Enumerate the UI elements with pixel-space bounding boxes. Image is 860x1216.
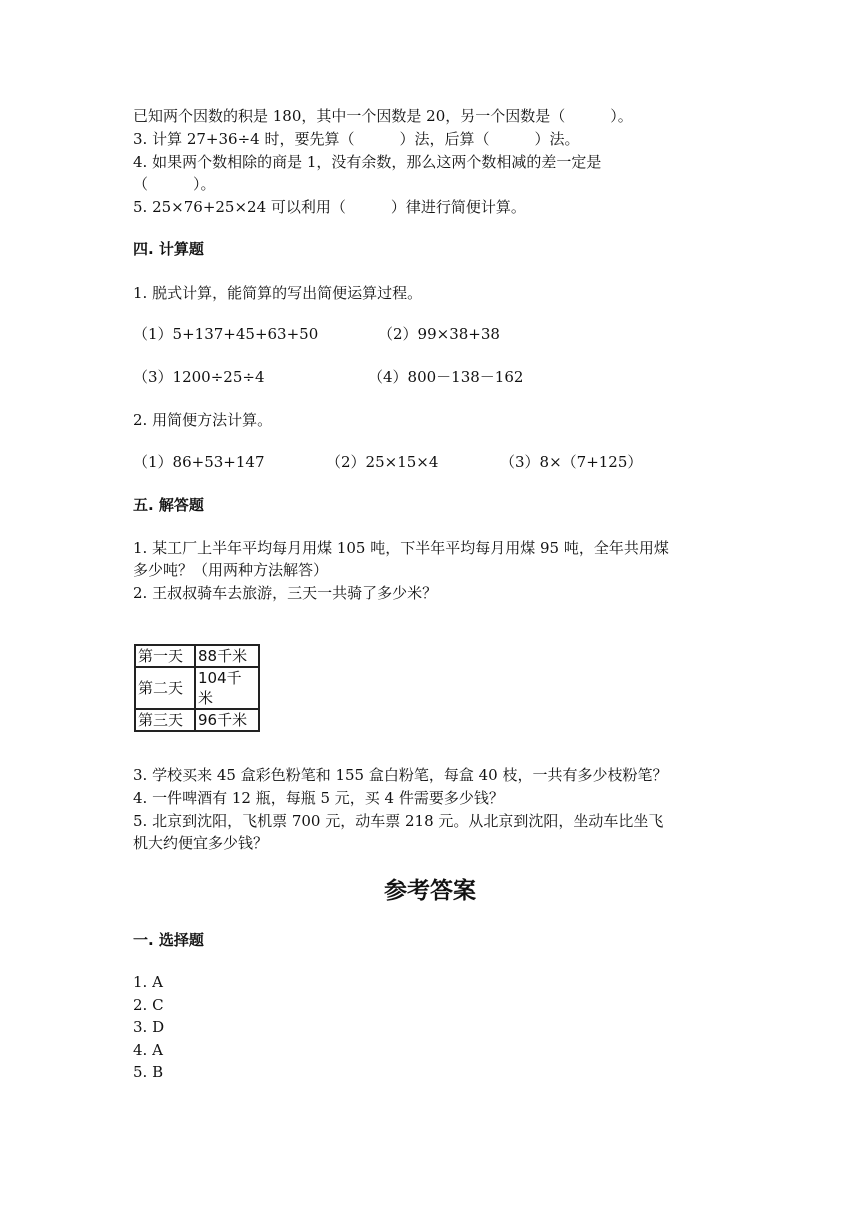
- fill-blank-line: 4. 如果两个数相除的商是 1，没有余数，那么这两个数相减的差一定是: [133, 153, 602, 171]
- calc-item: （3）8×（7+125）: [500, 453, 643, 471]
- calc-item: （3）1200÷25÷4: [133, 368, 265, 386]
- section-heading-calculation: 四. 计算题: [133, 240, 204, 258]
- section-heading-word-problems: 五. 解答题: [133, 496, 204, 514]
- table-cell-distance: 96千米: [195, 709, 259, 731]
- question-text: 1. 某工厂上半年平均每月用煤 105 吨，下半年平均每月用煤 95 吨，全年共用煤: [133, 539, 669, 557]
- table-cell-distance: 104千米: [195, 667, 259, 709]
- fill-blank-line: 已知两个因数的积是 180，其中一个因数是 20，另一个因数是（ ）。: [133, 107, 633, 125]
- question-text: 5. 北京到沈阳，飞机票 700 元，动车票 218 元。从北京到沈阳，坐动车比坐飞: [133, 812, 664, 830]
- fill-blank-line: （ ）。: [133, 175, 216, 193]
- question-text: 3. 学校买来 45 盒彩色粉笔和 155 盒白粉笔，每盒 40 枝，一共有多少枝粉笔？: [133, 766, 668, 784]
- table-row: [135, 709, 259, 731]
- table-cell-distance: 88千米: [195, 645, 259, 667]
- question-text: 2. 用简便方法计算。: [133, 411, 273, 429]
- calc-item: （2）25×15×4: [326, 453, 439, 471]
- table-row: [135, 645, 259, 667]
- section-heading-choice: 一. 选择题: [133, 931, 204, 949]
- answer-item: 4. A: [133, 1041, 163, 1059]
- table-row: [135, 667, 259, 709]
- answer-item: 1. A: [133, 973, 163, 991]
- ride-distance-table: [134, 644, 260, 732]
- answer-item: 3. D: [133, 1018, 165, 1036]
- question-text: 机大约便宜多少钱？: [133, 834, 269, 852]
- answer-item: 2. C: [133, 996, 164, 1014]
- table-cell-day: 第三天: [135, 709, 195, 731]
- fill-blank-line: 3. 计算 27+36÷4 时，要先算（ ）法，后算（ ）法。: [133, 130, 580, 148]
- calc-item: （2）99×38+38: [378, 325, 500, 343]
- fill-blank-line: 5. 25×76+25×24 可以利用（ ）律进行简便计算。: [133, 198, 526, 216]
- question-text: 1. 脱式计算，能简算的写出简便运算过程。: [133, 284, 423, 302]
- answer-key-title: 参考答案: [384, 878, 476, 904]
- question-text: 4. 一件啤酒有 12 瓶，每瓶 5 元，买 4 件需要多少钱？: [133, 789, 504, 807]
- question-text: 2. 王叔叔骑车去旅游，三天一共骑了多少米？: [133, 584, 438, 602]
- calc-item: （1）5+137+45+63+50: [133, 325, 319, 343]
- table-cell-day: 第一天: [135, 645, 195, 667]
- question-text: 多少吨？（用两种方法解答）: [133, 561, 329, 579]
- table-cell-day: 第二天: [135, 667, 195, 709]
- calc-item: （1）86+53+147: [133, 453, 265, 471]
- answer-item: 5. B: [133, 1063, 164, 1081]
- calc-item: （4）800－138－162: [368, 368, 524, 386]
